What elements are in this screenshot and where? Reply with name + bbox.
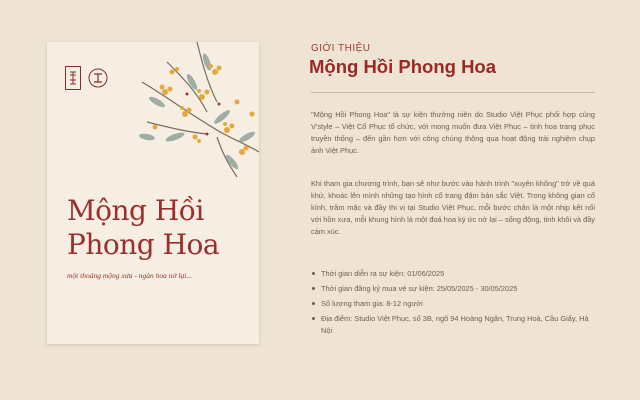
divider bbox=[311, 92, 595, 93]
poster-subtitle: một thoáng mộng xưa - ngàn hoa nở lại... bbox=[67, 271, 192, 280]
poster-title bbox=[67, 194, 219, 262]
poster-title-line2: Phong Hoa bbox=[67, 228, 220, 261]
detail-event-date: Thời gian diễn ra sự kiện: 01/06/2025 bbox=[311, 268, 595, 280]
section-eyebrow: GIỚI THIỆU bbox=[311, 43, 371, 54]
event-details-list bbox=[311, 268, 595, 340]
vstyle-logo-icon bbox=[87, 67, 109, 89]
poster-logos bbox=[65, 66, 109, 90]
experience-paragraph: Khi tham gia chương trình, bạn sẽ như bước vào hành trình "xuyên không" trở về quá khứ, khoác lên mình những tạo hình cổ trang đậm bản sắc Việt. Trong không gian cổ kính, trầm mặc và đầy thi vị tại Studio Việt Phục, mỗi bước chân là một nhịp kết nối với hồn xưa, mỗi khung hình là một đoá hoa ký ức nở lại – sống động, tinh khôi và đầy cảm xúc. bbox=[311, 179, 595, 236]
studio-logo-icon bbox=[65, 66, 81, 90]
detail-location: Địa điểm: Studio Việt Phục, số 3B, ngõ 94 Hoàng Ngân, Trung Hoà, Cầu Giấy, Hà Nội bbox=[311, 313, 595, 337]
event-poster bbox=[47, 42, 259, 344]
detail-participants: Số lượng tham gia: 8-12 người bbox=[311, 298, 595, 310]
detail-registration-period: Thời gian đăng ký mua vé sự kiện: 25/05/2025 - 30/05/2025 bbox=[311, 283, 595, 295]
intro-paragraph: "Mộng Hồi Phong Hoa" là sự kiện thường niên do Studio Việt Phục phối hợp cùng V'style – Việt Cổ Phục tổ chức, với mong muốn đưa Việt Phục – tinh hoa trang phục truyền thống – đến gần hơn với công chúng thông qua hoạt động trải nghiệm chụp ảnh Việt Phục. bbox=[311, 110, 595, 155]
page-title: Mộng Hồi Phong Hoa bbox=[309, 56, 497, 77]
poster-title-line1: Mộng Hồi bbox=[67, 194, 204, 227]
